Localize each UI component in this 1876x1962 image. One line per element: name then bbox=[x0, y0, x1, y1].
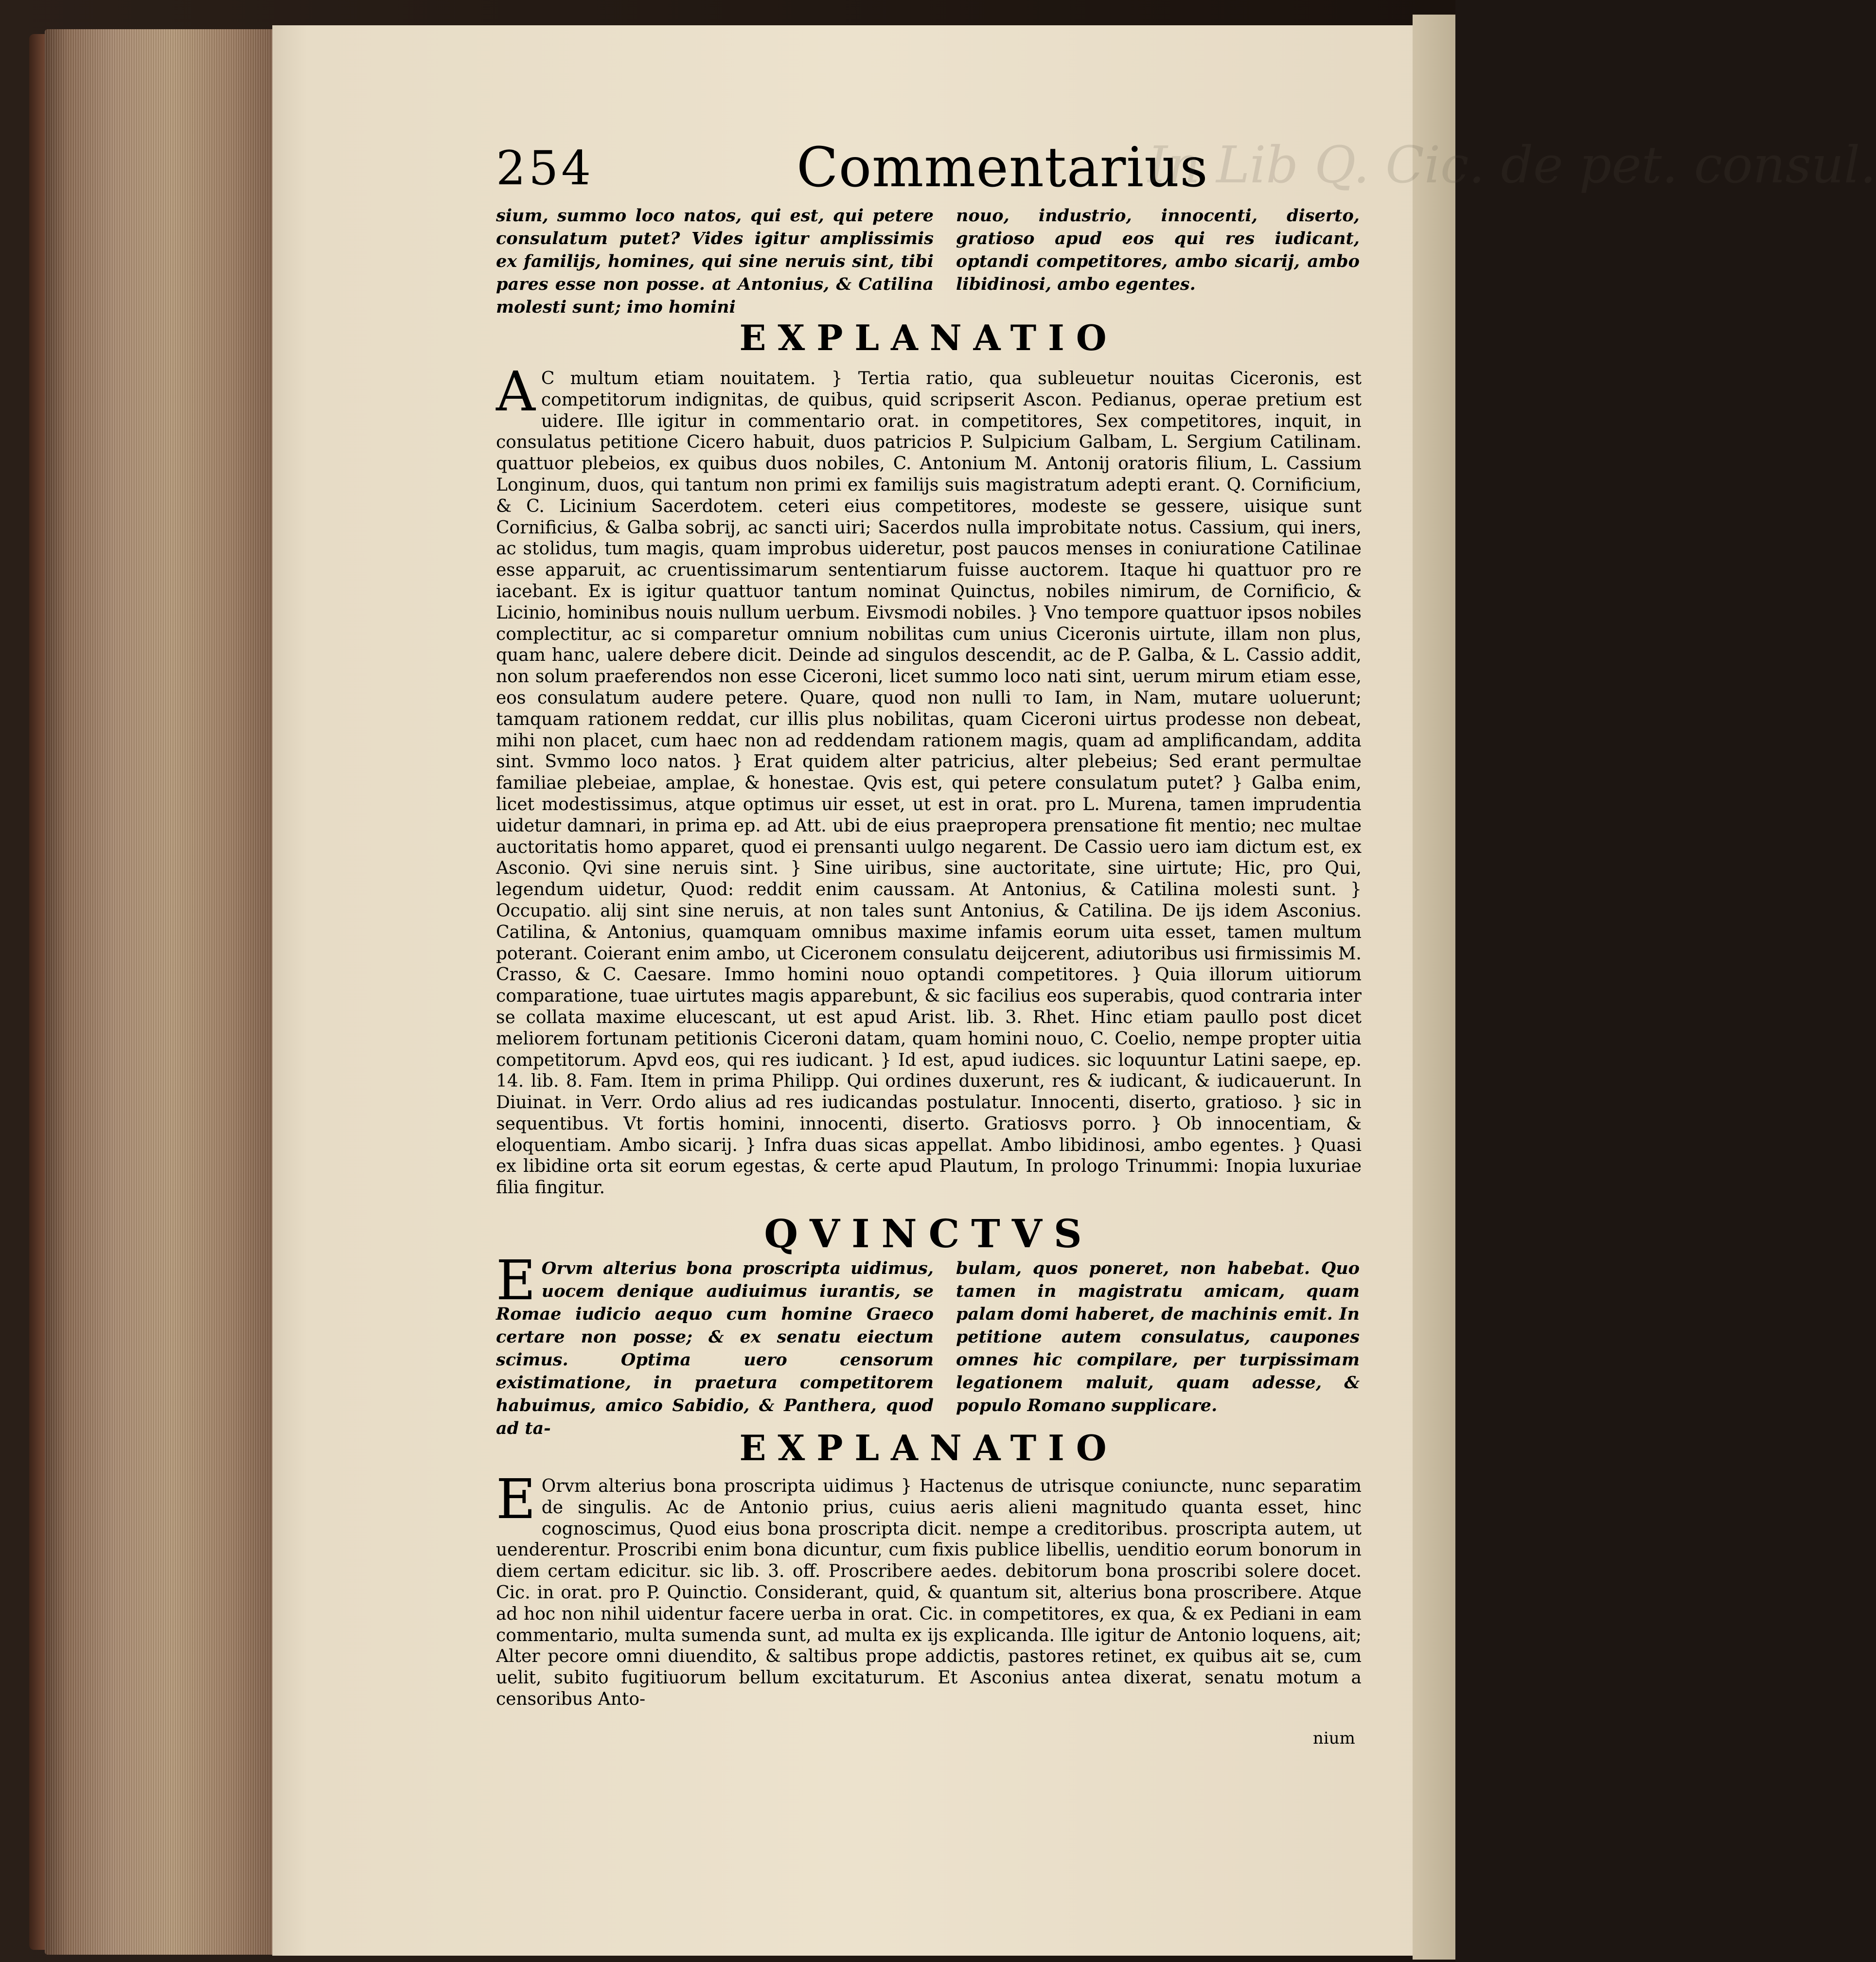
facing-page-edge bbox=[1413, 15, 1455, 1960]
verse-text: bulam, quos poneret, non habebat. Quo tamen in magistratu amicam, quam palam domi haberet, de machinis emit. In petitione autem consulatus, caupones omnes hic compilare, per turpissimam legationem maluit, quam adesse, & populo Romano supplicare. bbox=[956, 1258, 1360, 1415]
verse-left-column bbox=[496, 204, 934, 318]
verse-text: nouo, industrio, innocenti, diserto, gratioso apud eos qui res iudicant, optandi competitores, ambo sicarij, ambo libidinosi, ambo egentes. bbox=[956, 206, 1360, 294]
section-heading-quinctus: QVINCTVS bbox=[764, 1211, 1094, 1256]
explanation-paragraph bbox=[496, 360, 1362, 1199]
verse-text: sium, summo loco natos, qui est, qui petere consulatum putet? Vides igitur amplissimis ex familijs, homines, qui sine neruis sint, tibi pares esse non posse. at Antonius, & Catilina molesti sunt; imo homini bbox=[496, 206, 934, 317]
explanation-paragraph bbox=[496, 1468, 1362, 1710]
page-header bbox=[496, 127, 1876, 215]
drop-cap: A bbox=[496, 360, 535, 424]
section-heading-explanatio: EXPLANATIO bbox=[739, 317, 1118, 358]
show-through-text: In Lib Q. Cic. de pet. consul. bbox=[1148, 135, 1876, 194]
verse-left-column bbox=[496, 1249, 934, 1440]
running-title: Commentarius bbox=[796, 136, 1208, 199]
drop-cap: E bbox=[496, 1249, 536, 1312]
verse-right-column bbox=[956, 1257, 1360, 1417]
drop-cap: E bbox=[496, 1468, 536, 1531]
catchword: nium bbox=[1313, 1729, 1355, 1748]
verse-text: Orvm alterius bona proscripta uidimus, uocem denique audiuimus iurantis, se Romae iudicio aequo cum homine Graeco certare non posse; & ex senatu eiectum scimus. Optima uero censorum existimatione, in praetura competitorem habuimus, amico Sabidio, & Panthera, quod ad ta- bbox=[496, 1258, 934, 1438]
paragraph-text: C multum etiam nouitatem. } Tertia ratio, qua subleuetur nouitas Ciceronis, est competitorum indignitas, de quibus, quid scripserit Ascon. Pedianus, operae pretium est uidere. Ille igitur in commentario orat. in competitores, Sex competitores, inquit, in consulatus petitione Cicero habuit, duos patricios P. Sulpicium Galbam, L. Sergium Catilinam. quattuor plebeios, ex quibus duos nobiles, C. Antonium M. Antonij oratoris filium, L. Cassium Longinum, duos, qui tantum non primi ex familijs suis magistratum adepti erant. Q. Cornificium, & C. Licinium Sacerdotem. ceteri eius competitores, modeste se gessere, uisique sunt Cornificius, & Galba sobrij, ac sancti uiri; Sacerdos nulla improbitate notus. Cassium, qui iners, ac stolidus, tum magis, quam improbus uideretur, post paucos menses in coniuratione Catilinae esse apparuit, ac cruentissimarum sententiarum fuisse auctorem. Itaque hi quattuor pro re iacebant. Ex is igitur quattuor tantum nominat Quinctus, nobiles nimirum, de Cornificio, & Licinio, hominibus nouis nullum uerbum. Eivsmodi nobiles. } Vno tempore quattuor ipsos nobiles complectitur, ac si comparetur omnium nobilitas cum unius Ciceronis uirtute, illam non plus, quam hanc, ualere debere dicit. Deinde ad singulos descendit, ac de P. Galba, & L. Cassio addit, non solum praeferendos non esse Ciceroni, licet summo loco nati sint, uerum mirum etiam esse, eos consulatum audere petere. Quare, quod non nulli το Iam, in Nam, mutare uoluerunt; tamquam rationem reddat, cur illis plus nobilitas, quam Ciceroni uirtus prodesse non debeat, mihi non placet, cum haec non ad reddendam rationem magis, quam ad amplificandam, addita sint. Svmmo loco natos. } Erat quidem alter patricius, alter plebeius; Sed erant permultae familiae plebeiae, amplae, & honestae. Qvis est, qui petere consulatum putet? } Galba enim, licet modestissimus, atque optimus uir esset, ut est in orat. pro L. Murena, tamen imprudentia uidetur damnari, in prima ep. ad Att. ubi de eius praepropera prensatione fit mentio; nec multae auctoritatis homo apparet, quod ei prensanti uulgo negarent. De Cassio uero iam dictum est, ex Asconio. Qvi sine neruis sint. } Sine uiribus, sine auctoritate, sine uirtute; Hic, pro Qui, legendum uidetur, Quod: reddit enim caussam. At Antonius, & Catilina molesti sunt. } Occupatio. alij sint sine neruis, at non tales sunt Antonius, & Catilina. De ijs idem Asconius. Catilina, & Antonius, quamquam omnibus maxime infamis eorum uita esset, tamen multum poterant. Coierant enim ambo, ut Ciceronem consulatu deijcerent, adiutoribus usi firmissimis M. Crasso, & C. Caesare. Immo homini nouo optandi competitores. } Quia illorum uitiorum comparatione, tuae uirtutes magis apparebunt, & sic facilius eos superabis, quod contraria inter se collata maxime elucescant, ut est apud Arist. lib. 3. Rhet. Hinc etiam paullo post dicet meliorem fortunam petitionis Ciceroni datam, quam homini nouo, C. Coelio, nempe propter uitia competitorum. Apvd eos, qui res iudicant. } Id est, apud iudices. sic loquuntur Latini saepe, ep. 14. lib. 8. Fam. Item in prima Philipp. Qui ordines duxerunt, res & iudicant, & iudicauerunt. In Diuinat. in Verr. Ordo alius ad res iudicandas postulatur. Innocenti, diserto, gratioso. } sic in sequentibus. Vt fortis homini, innocenti, diserto. Gratiosvs porro. } Ob innocentiam, & eloquentiam. Ambo sicarij. } Infra duas sicas appellat. Ambo libidinosi, ambo egentes. } Quasi ex libidine orta sit eorum egestas, & certe apud Plautum, In prologo Trinummi: Inopia luxuriae filia fingitur. bbox=[496, 369, 1362, 1198]
page-number: 254 bbox=[496, 141, 594, 195]
verse-right-column bbox=[956, 204, 1360, 296]
paragraph-text: Orvm alterius bona proscripta uidimus } Hactenus de utrisque coniuncte, nunc separatim de singulis. Ac de Antonio prius, cuius aeris alieni magnitudo quanta esset, hinc cognoscimus, Quod eius bona proscripta dicit. nempe a creditoribus. proscripta autem, ut uenderentur. Proscribi enim bona dicuntur, cum fixis publice libellis, uenditio eorum bonorum in diem certam edicitur. sic lib. 3. off. Proscribere aedes. debitorum bona proscribi solere docet. Cic. in orat. pro P. Quinctio. Considerant, quid, & quantum sit, alterius bona proscribere. Atque ad hoc non nihil uidentur facere uerba in orat. Cic. in competitores, ex qua, & ex Pediani in eam commentario, multa sumenda sunt, ad multa ex ijs explicanda. Ille igitur de Antonio loquens, ait; Alter pecore omni diuendito, & saltibus prope addictis, pastores retinet, ex quibus ait se, cum uelit, subito fugitiuorum bellum excitaturum. Et Asconius antea dixerat, senatu motum a censoribus Anto- bbox=[496, 1476, 1362, 1709]
book-page-edges bbox=[45, 29, 277, 1955]
section-heading-explanatio: EXPLANATIO bbox=[739, 1427, 1118, 1468]
